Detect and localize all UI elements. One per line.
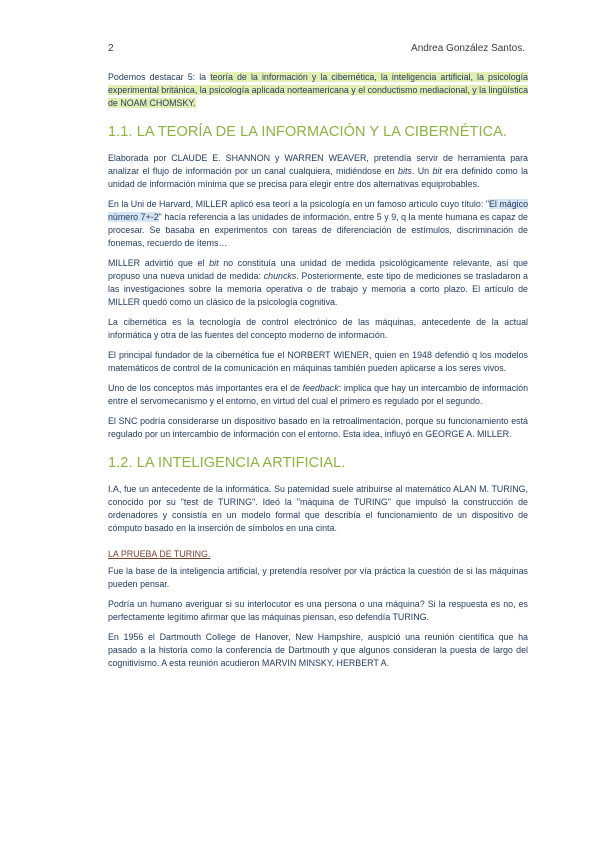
header-author: Andrea González Santos. bbox=[411, 43, 525, 54]
text: En la Uni de Harvard, MILLER aplicó esa teorí a la psicología en un famoso artículo cuyo título: " bbox=[108, 199, 489, 209]
intro-highlight: teoría de la información y la cibernética, la inteligencia artificial, la psicología experimental británica, la psicología aplicada norteamericana y el conductismo mediacional, y la lingüística de NOAM CHOMSKY. bbox=[108, 72, 528, 108]
s1-paragraph-3 bbox=[108, 257, 528, 309]
text: Elaborada por CLAUDE E. SHANNON y WARREN WEAVER, pretendía servir de herramienta para analizar el flujo de información por un canal cualquiera, midiéndose en bbox=[108, 153, 528, 176]
page-number: 2 bbox=[108, 43, 114, 54]
text: . Un bbox=[411, 166, 433, 176]
text: Uno de los conceptos más importantes era el de bbox=[108, 383, 303, 393]
s1-paragraph-4: La cibernética es la tecnología de control electrónico de las máquinas, antecedente de la actual informática y otra de las fuentes del concepto moderno de información. bbox=[108, 317, 528, 340]
text: " hacía referencia a las unidades de información, entre 5 y 9, q la mente humana es capaz de procesar. Se basaba en experimentos con tareas de diferenciación de estímulos, discriminación de fonemas, recuerdo de ítems… bbox=[108, 212, 528, 248]
section-1-title: 1.1. LA TEORÍA DE LA INFORMACIÓN Y LA CIBERNÉTICA. bbox=[108, 124, 508, 140]
s2-paragraph-1: I.A, fue un antecedente de la informática. Su paternidad suele atribuirse al matemático ALAN M. TURING, conocido por su "test de TURING". Ideó la "máquina de TURING" que impulsó la construcción de ordenadores y consistía en un modelo formal que describía el funcionamiento de un dispositivo de cómputo basado en la inserción de símbolos en una cinta. bbox=[108, 484, 528, 533]
intro-paragraph bbox=[108, 71, 528, 110]
page-header bbox=[108, 43, 525, 57]
s2-paragraph-3: Podría un humano averiguar si su interlocutor es una persona o una máquina? Si la respuesta es no, es perfectamente legítimo afirmar que las máquinas piensan, eso defendía TURING. bbox=[108, 599, 528, 622]
section-2-title: 1.2. LA INTELIGENCIA ARTIFICIAL. bbox=[108, 455, 346, 471]
text: MILLER advirtió que el bbox=[108, 258, 210, 268]
s2-paragraph-4: En 1956 el Dartmouth College de Hanover, New Hampshire, auspició una reunión científica que ha pasado a la historia como la conferencia de Dartmouth y que algunos consideran la puesta de largo del cognitivismo. A esta reunión acudieron MARVIN MINSKY, HERBERT A. bbox=[108, 632, 528, 668]
text: era definido como la unidad de información mínima que se precisa para elegir entre dos alternativas equiprobables. bbox=[108, 166, 528, 189]
text: bit bbox=[432, 166, 442, 176]
page-content bbox=[108, 71, 528, 677]
text: : implica que hay un intercambio de información entre el servomecanismo y el entorno, en virtud del cual el primero es regulado por el segundo. bbox=[108, 383, 529, 406]
highlight: El mágico número 7+-2 bbox=[108, 199, 529, 222]
s2-paragraph-2: Fue la base de la inteligencia artificial, y pretendía resolver por vía práctica la cuestión de si las máquinas pueden pensar. bbox=[108, 566, 528, 589]
intro-lead: Podemos destacar 5: la bbox=[108, 72, 211, 82]
s1-paragraph-1 bbox=[108, 152, 528, 191]
s1-paragraph-7: El SNC podría considerarse un dispositivo basado en la retroalimentación, porque su funcionamiento está regulado por un intercambio de información con el entorno. Esta idea, influyó en GEORGE A. MILLER. bbox=[108, 416, 528, 439]
text: chuncks bbox=[263, 271, 297, 281]
s1-paragraph-5: El principal fundador de la cibernética fue el NORBERT WIENER, quien en 1948 defendió q los modelos matemáticos de control de la comunicación en máquinas también pueden aplicarse a los seres vivos. bbox=[108, 350, 528, 373]
text: no constituía una unidad de medida psicológicamente relevante, así que propuso una nueva unidad de medida: bbox=[108, 258, 528, 281]
text: bit bbox=[209, 258, 219, 268]
s1-paragraph-2 bbox=[108, 198, 528, 250]
s1-paragraph-6 bbox=[108, 382, 528, 408]
text: . Posteriormente, este tipo de mediciones se trasladaron a las investigaciones sobre la memoria operativa o de trabajo y memoria a corto plazo. El artículo de MILLER quedó como un clásico de la psicología cognitiva. bbox=[108, 271, 528, 307]
subsection-title: LA PRUEBA DE TURING. bbox=[108, 549, 211, 559]
text: feedback bbox=[302, 383, 339, 393]
text: bits bbox=[398, 166, 412, 176]
